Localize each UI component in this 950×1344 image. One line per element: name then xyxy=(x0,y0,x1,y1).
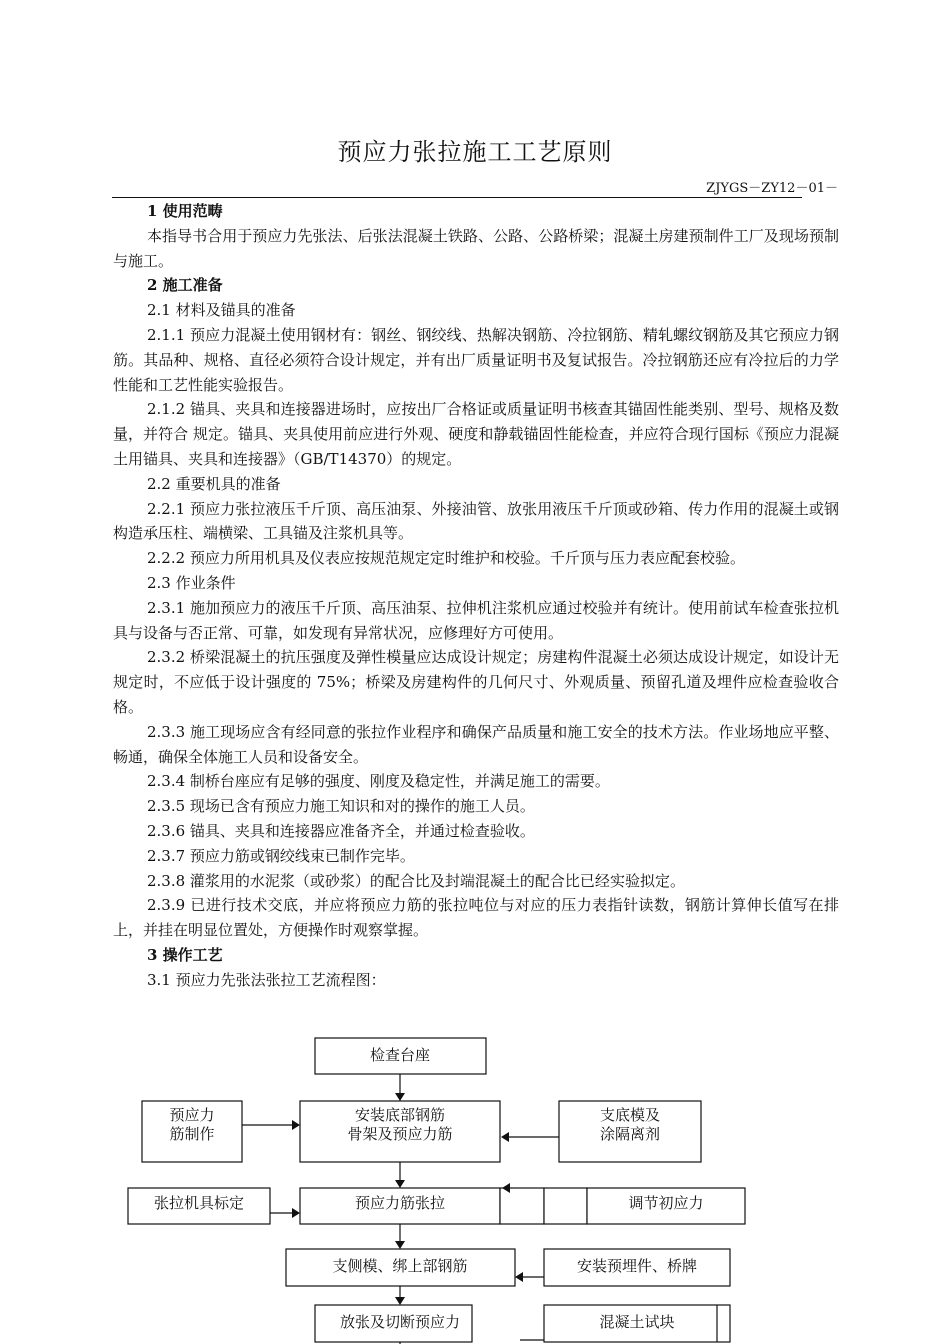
paragraph: 2.3.1 施加预应力的液压千斤顶、高压油泵、拉伸机注浆机应通过校验并有统计。使用前试车检查张拉机具与设备与否正常、可靠，如发现有异常状况，应修理好方可使用。 xyxy=(113,598,839,642)
paragraph: 2.3.8 灌浆用的水泥浆（或砂浆）的配合比及封端混凝土的配合比已经实验拟定。 xyxy=(147,871,685,890)
label-prestress-bar-make-2: 筋制作 xyxy=(169,1125,215,1143)
paragraph: 2.3.4 制桥台座应有足够的强度、刚度及稳定性，并满足施工的需要。 xyxy=(147,772,610,791)
paragraph: 2.3.6 锚具、夹具和连接器应准备齐全，并通过检查验收。 xyxy=(147,821,535,840)
paragraph: 2.3.9 已进行技术交底，并应将预应力筋的张拉吨位与对应的压力表指针读数，钢筋计算伸长值写在排上，并挂在明显位置处，方便操作时观察掌握。 xyxy=(113,896,839,940)
paragraph: 3.1 预应力先张法张拉工艺流程图： xyxy=(147,970,386,989)
paragraph: 2.1.2 锚具、夹具和连接器进场时，应按出厂合格证或质量证明书核查其锚固性能类别、型号、规格及数量，并符合 规定。锚具、夹具使用前应进行外观、硬度和静载锚固性能检查，并应符合现行国标《预应力混凝土用锚具、夹具和连接器》（GB/T14370）的规定。 xyxy=(113,400,839,468)
label-calibrate: 张拉机具标定 xyxy=(153,1194,245,1212)
paragraph: 2.2.2 预应力所用机具及仪表应按规范规定定时维护和校验。千斤顶与压力表应配套校验。 xyxy=(147,549,745,568)
paragraph: 2.3.2 桥梁混凝土的抗压强度及弹性模量应达成设计规定；房建构件混凝土必须达成设计规定，如设计无规定时，不应低于设计强度的 75%；桥梁及房建构件的几何尺寸、外观质量、预留孔道及埋件应检查验收合格。 xyxy=(113,648,839,716)
paragraph: 2.2.1 预应力张拉液压千斤顶、高压油泵、外接油管、放张用液压千斤顶或砂箱、传力作用的混凝土或钢构造承压柱、端横梁、工具锚及注浆机具等。 xyxy=(113,499,839,543)
paragraph: 2.2 重要机具的准备 xyxy=(147,474,281,493)
section-heading: 2 施工准备 xyxy=(147,276,223,295)
label-release: 放张及切断预应力 xyxy=(339,1313,461,1331)
paragraph: 2.3.7 预应力筋或钢绞线束已制作完毕。 xyxy=(147,846,415,865)
label-prestress-bar-make-1: 预应力 xyxy=(169,1106,215,1124)
document-number: ZJYGS－ZY12－01－ xyxy=(706,181,838,196)
section-heading: 1 使用范畴 xyxy=(147,202,223,220)
label-embed: 安装预埋件、桥牌 xyxy=(576,1257,698,1275)
paragraph: 2.3.5 现场已含有预应力施工知识和对的操作的施工人员。 xyxy=(147,797,535,816)
label-tension: 预应力筋张拉 xyxy=(354,1194,446,1212)
section-heading: 3 操作工艺 xyxy=(147,945,223,964)
document-body xyxy=(113,199,839,993)
label-adjust: 调节初应力 xyxy=(628,1194,704,1212)
label-test-block: 混凝土试块 xyxy=(599,1313,675,1331)
label-bottom-form-2: 涂隔离剂 xyxy=(599,1125,661,1143)
label-install-bottom-2: 骨架及预应力筋 xyxy=(347,1125,453,1143)
paragraph: 本指导书合用于预应力先张法、后张法混凝土铁路、公路、公路桥梁；混凝土房建预制件工厂及现场预制与施工。 xyxy=(113,226,839,270)
loop-box-left xyxy=(500,1188,544,1224)
label-bottom-form-1: 支底模及 xyxy=(599,1106,661,1124)
paragraph: 2.1.1 预应力混凝土使用钢材有：钢丝、钢绞线、热解决钢筋、冷拉钢筋、精轧螺纹钢筋及其它预应力钢筋。其品种、规格、直径必须符合设计规定，并有出厂质量证明书及复试报告。冷拉钢筋还应有冷拉后的力学性能和工艺性能实验报告。 xyxy=(113,325,839,394)
paragraph: 2.3 作业条件 xyxy=(147,573,236,592)
loop-box-right xyxy=(544,1188,587,1224)
paragraph: 2.1 材料及锚具的准备 xyxy=(147,301,296,320)
header-rule xyxy=(112,197,802,198)
label-side-form: 支侧模、绑上部钢筋 xyxy=(332,1257,468,1275)
label-check-pedestal: 检查台座 xyxy=(369,1046,431,1064)
label-install-bottom-1: 安装底部钢筋 xyxy=(354,1106,446,1124)
paragraph: 2.3.3 施工现场应含有经同意的张拉作业程序和确保产品质量和施工安全的技术方法。作业场地应平整、畅通，确保全体施工人员和设备安全。 xyxy=(113,722,839,766)
document-title: 预应力张拉施工工艺原则 xyxy=(337,138,613,166)
process-flowchart xyxy=(0,1020,950,1344)
